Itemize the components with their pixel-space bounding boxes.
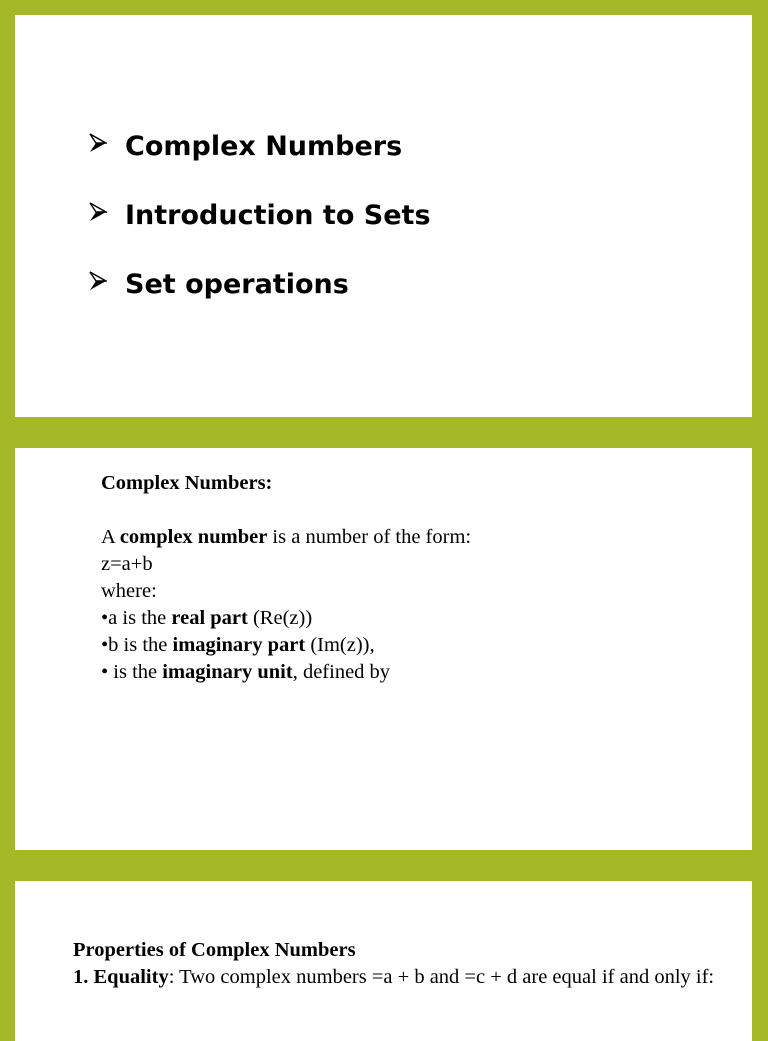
arrow-bullet-icon [89, 202, 107, 222]
arrow-bullet-icon [89, 271, 107, 291]
arrow-bullet-icon [89, 133, 107, 153]
section-heading: Properties of Complex Numbers [73, 939, 356, 961]
section-heading: Complex Numbers: [101, 472, 273, 494]
definition-line: A complex number is a number of the form: [101, 526, 472, 548]
slide-text [101, 470, 721, 686]
slide-agenda [15, 15, 752, 417]
formula-line: z=a+b [101, 553, 153, 575]
bullet-real-part: •a is the real part (Re(z)) [101, 607, 313, 629]
agenda-list [89, 129, 431, 336]
bullet-imaginary-unit: • is the imaginary unit, defined by [101, 661, 391, 683]
slide-complex-numbers [15, 448, 752, 850]
property-equality: 1. Equality: Two complex numbers =a + b and =c + d are equal if and only if: [73, 966, 715, 988]
agenda-item [89, 198, 431, 267]
agenda-item-label: Complex Numbers [125, 131, 403, 162]
slide-properties [15, 881, 752, 1041]
agenda-item [89, 267, 431, 336]
bullet-imaginary-part: •b is the imaginary part (Im(z)), [101, 634, 375, 656]
agenda-item-label: Set operations [125, 269, 349, 300]
agenda-item [89, 129, 431, 198]
slide-text [73, 937, 723, 991]
where-line: where: [101, 580, 157, 602]
agenda-item-label: Introduction to Sets [125, 200, 431, 231]
